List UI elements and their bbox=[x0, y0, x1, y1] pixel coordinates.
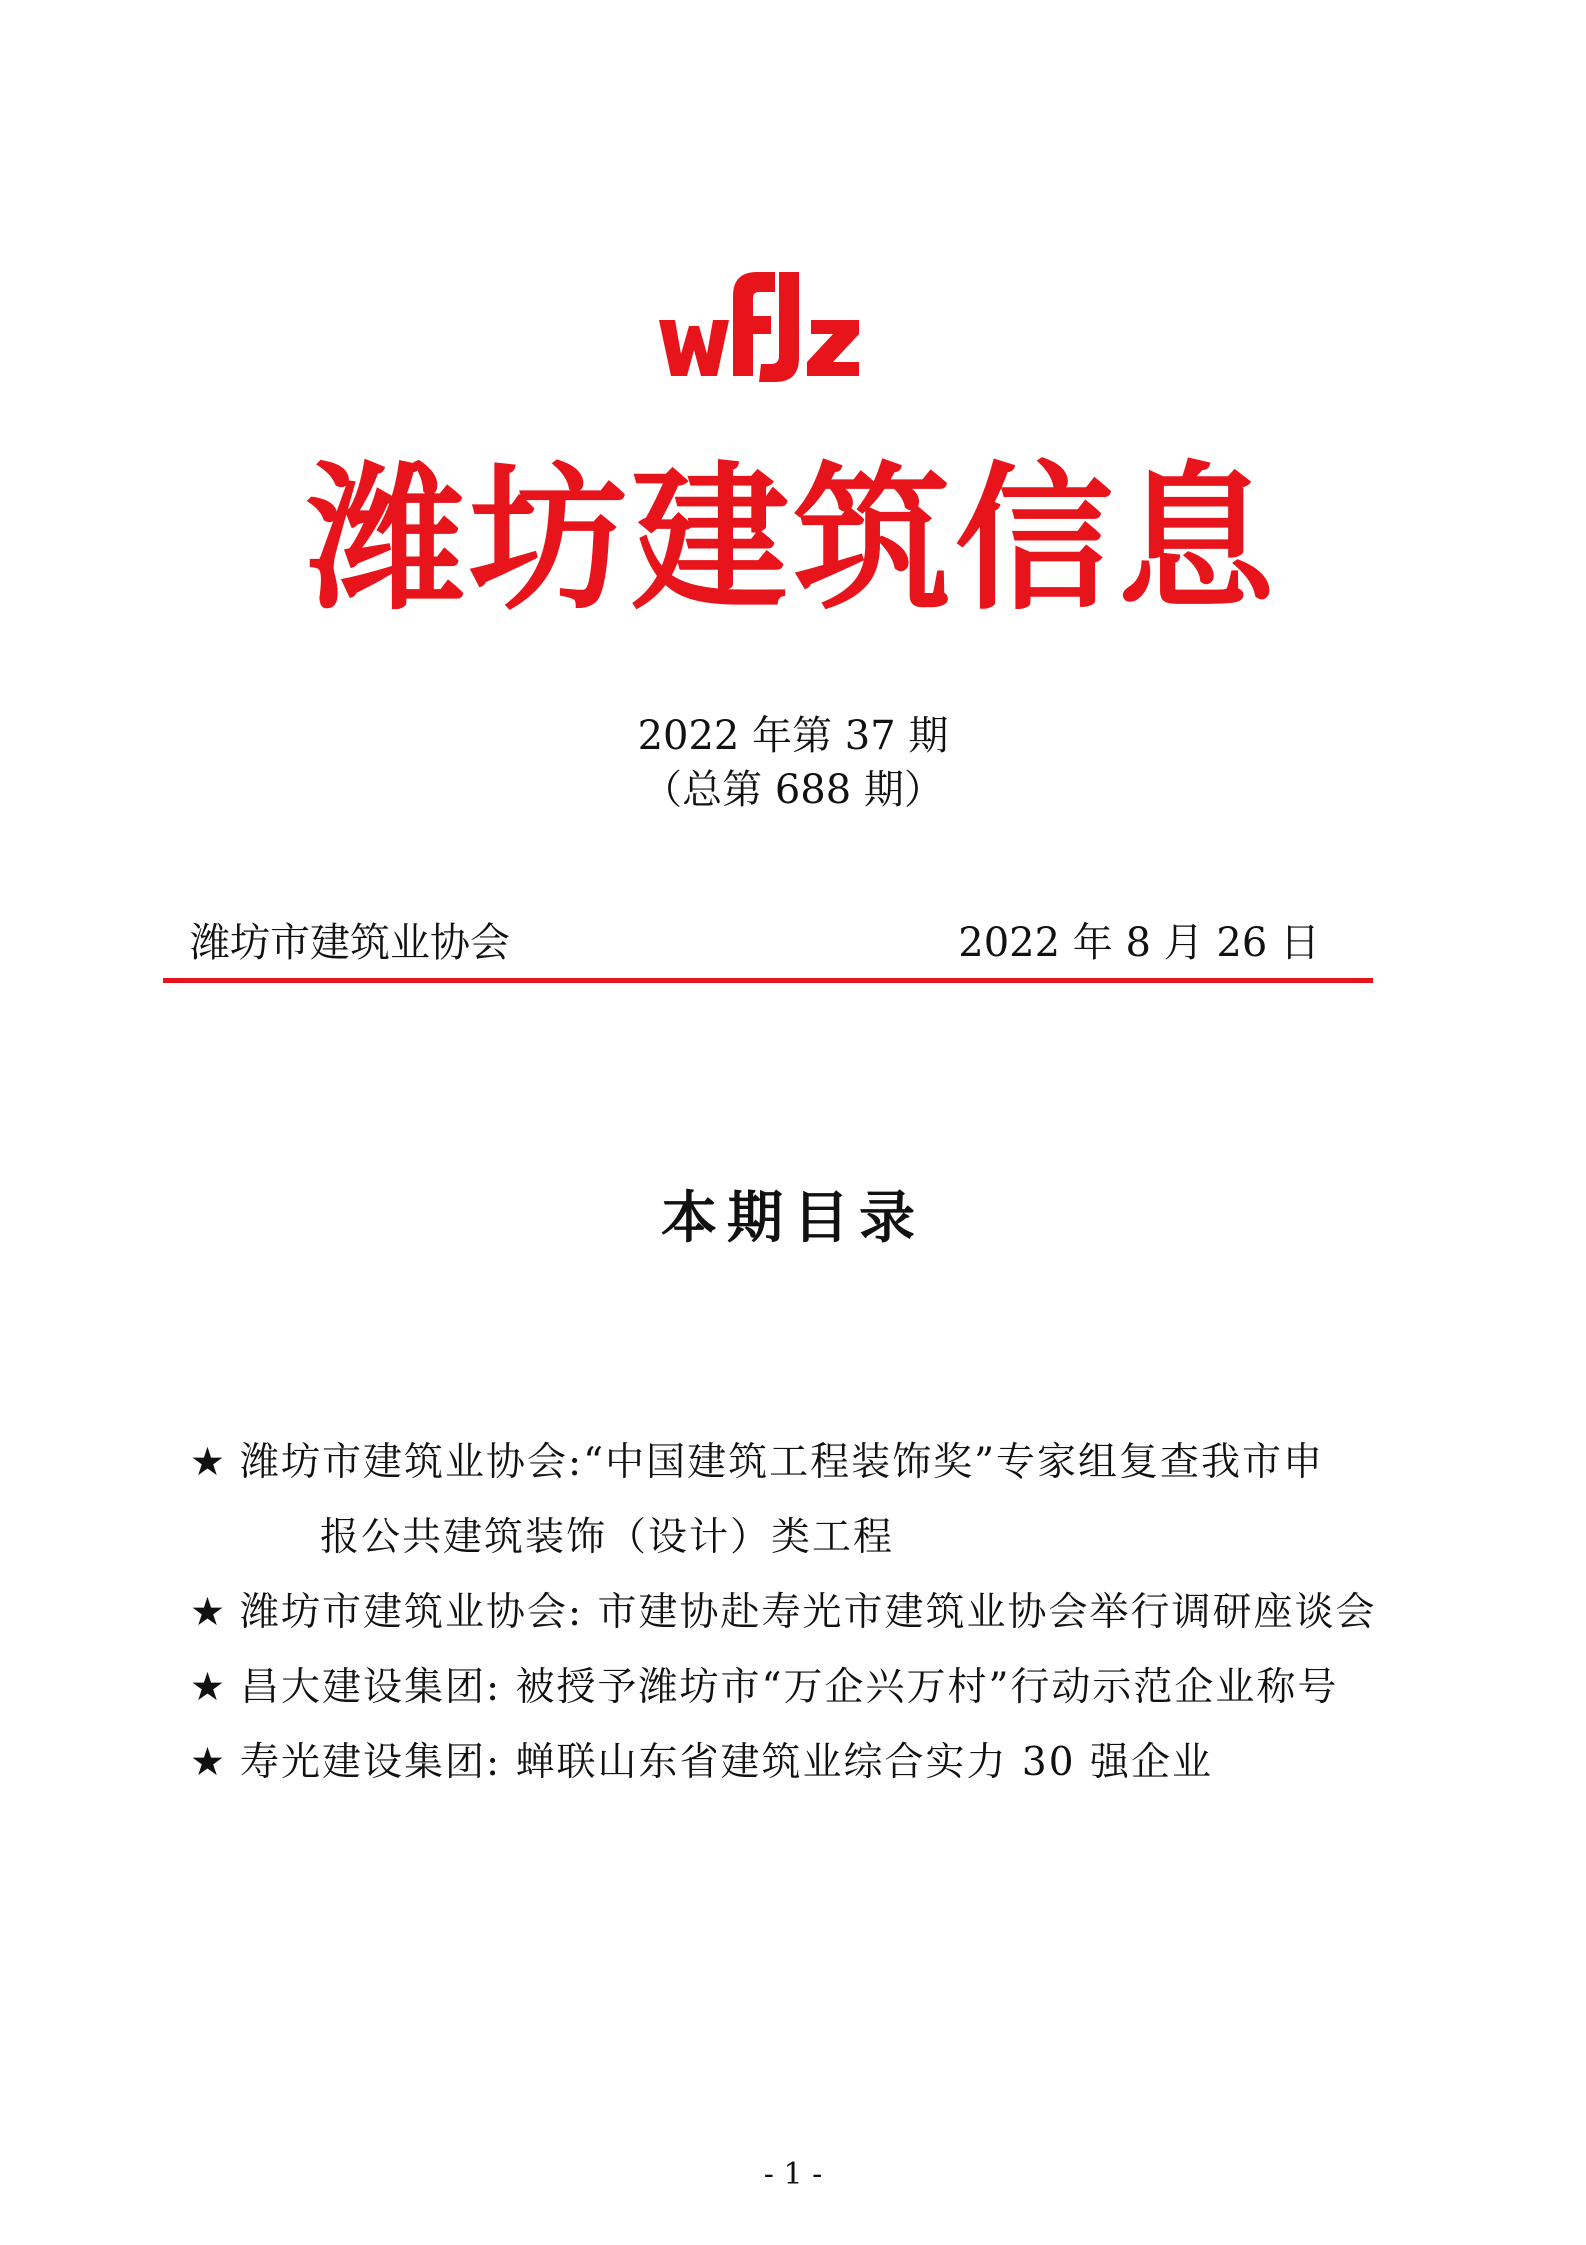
toc-item bbox=[190, 1575, 1410, 1650]
toc-item-text: 寿光建设集团: 蝉联山东省建筑业综合实力 30 强企业 bbox=[240, 1740, 1213, 1785]
star-icon: ★ bbox=[190, 1665, 227, 1710]
toc-item bbox=[190, 1425, 1410, 1575]
toc-title: 本期目录 bbox=[661, 1185, 925, 1251]
toc-item-text: 潍坊市建筑业协会: 市建协赴寿光市建筑业协会举行调研座谈会 bbox=[240, 1590, 1377, 1635]
toc-item-text: 潍坊市建筑业协会:“中国建筑工程装饰奖”专家组复查我市申 bbox=[240, 1440, 1325, 1485]
toc-item-text: 昌大建设集团: 被授予潍坊市“万企兴万村”行动示范企业称号 bbox=[240, 1665, 1339, 1710]
star-icon: ★ bbox=[190, 1590, 227, 1635]
masthead-title: 潍坊建筑信息 bbox=[307, 448, 1279, 632]
toc-item-text-continued: 报公共建筑装饰（设计）类工程 bbox=[320, 1515, 895, 1560]
wfjz-logo-graphic bbox=[655, 268, 865, 383]
star-icon: ★ bbox=[190, 1740, 227, 1785]
toc-item bbox=[190, 1650, 1410, 1725]
publish-date: 2022 年 8 月 26 日 bbox=[958, 920, 1320, 966]
toc-item bbox=[190, 1725, 1410, 1800]
issue-total-number: （总第 688 期） bbox=[642, 767, 944, 813]
toc-list bbox=[190, 1425, 1410, 1800]
page-number: - 1 - bbox=[763, 2157, 823, 2192]
issue-number: 2022 年第 37 期 bbox=[637, 713, 949, 759]
star-icon: ★ bbox=[190, 1440, 227, 1485]
publisher-row bbox=[190, 913, 1320, 973]
red-divider bbox=[163, 978, 1373, 983]
publisher-org: 潍坊市建筑业协会 bbox=[190, 920, 510, 966]
wfjz-logo bbox=[655, 268, 865, 383]
